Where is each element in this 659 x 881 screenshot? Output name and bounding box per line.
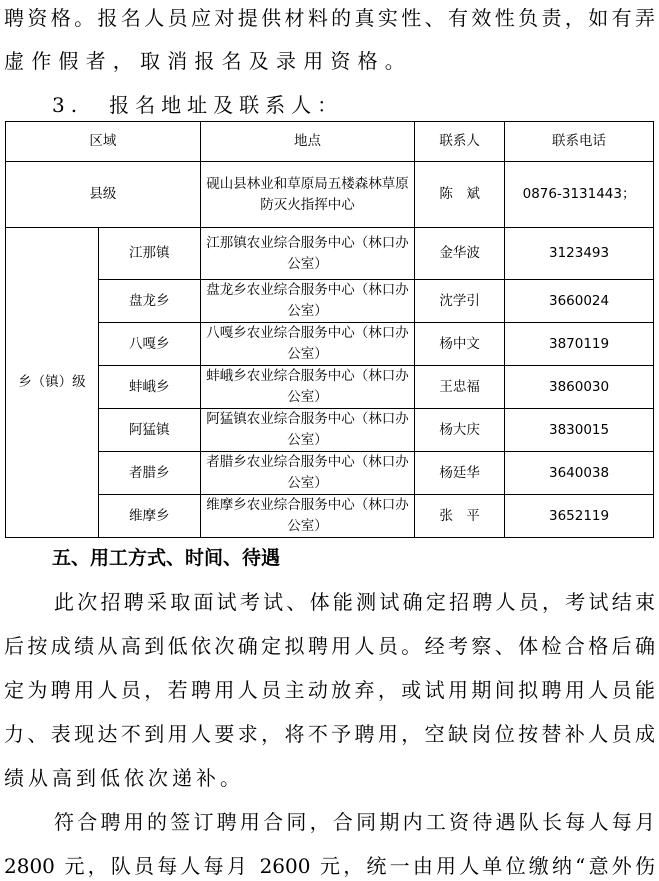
contact-cell: 王忠福	[415, 366, 505, 409]
para1-line-3: 定为聘用人员，若聘用人员主动放弃，或试用期间拟聘用人员能	[4, 678, 655, 702]
subheading-contacts: 3. 报名地址及联系人：	[52, 93, 344, 117]
phone-cell: 3860030	[505, 366, 654, 409]
town-region-cell: 乡（镇）级	[6, 228, 99, 538]
table-row	[6, 409, 654, 452]
contact-cell: 杨大庆	[415, 409, 505, 452]
intro-line-2: 虚作假者，取消报名及录用资格。	[4, 49, 412, 73]
para2-line-1: 符合聘用的签订聘用合同，合同期内工资待遇队长每人每月	[54, 810, 655, 834]
address-cell: 八嘎乡农业综合服务中心（林口办公室）	[200, 323, 415, 366]
town-cell: 者腊乡	[98, 452, 200, 495]
table-header-row	[6, 122, 654, 162]
table-row	[6, 228, 654, 280]
address-cell: 江那镇农业综合服务中心（林口办公室）	[200, 228, 415, 280]
para1-line-1: 此次招聘采取面试考试、体能测试确定招聘人员，考试结束	[54, 590, 655, 614]
header-contact: 联系人	[415, 122, 505, 162]
header-phone: 联系电话	[505, 122, 654, 162]
table-row	[6, 452, 654, 495]
town-cell: 盘龙乡	[98, 280, 200, 323]
address-cell: 维摩乡农业综合服务中心（林口办公室）	[200, 495, 415, 538]
table-row	[6, 495, 654, 538]
phone-cell: 3123493	[505, 228, 654, 280]
table-row	[6, 366, 654, 409]
header-region: 区域	[6, 122, 201, 162]
phone-cell: 3652119	[505, 495, 654, 538]
contact-cell: 陈 斌	[415, 162, 505, 228]
para2-line-2: 2800 元，队员每人每月 2600 元，统一由用人单位缴纳“意外伤	[4, 854, 655, 878]
phone-cell: 3660024	[505, 280, 654, 323]
para1-line-4: 力、表现达不到用人要求，将不予聘用，空缺岗位按替补人员成	[4, 722, 655, 746]
address-cell: 者腊乡农业综合服务中心（林口办公室）	[200, 452, 415, 495]
table-row	[6, 162, 654, 228]
header-address: 地点	[200, 122, 415, 162]
section-5-heading: 五、用工方式、时间、待遇	[52, 547, 281, 569]
address-cell: 蚌峨乡农业综合服务中心（林口办公室）	[200, 366, 415, 409]
contact-cell: 沈学引	[415, 280, 505, 323]
para1-line-2: 后按成绩从高到低依次确定拟聘用人员。经考察、体检合格后确	[4, 634, 655, 658]
address-cell: 阿猛镇农业综合服务中心（林口办公室）	[200, 409, 415, 452]
phone-cell: 3640038	[505, 452, 654, 495]
contact-cell: 杨廷华	[415, 452, 505, 495]
town-cell: 阿猛镇	[98, 409, 200, 452]
phone-cell: 3830015	[505, 409, 654, 452]
address-cell: 盘龙乡农业综合服务中心（林口办公室）	[200, 280, 415, 323]
region-cell: 县级	[6, 162, 201, 228]
contact-cell: 杨中文	[415, 323, 505, 366]
town-cell: 江那镇	[98, 228, 200, 280]
contact-cell: 金华波	[415, 228, 505, 280]
table-row	[6, 280, 654, 323]
town-cell: 蚌峨乡	[98, 366, 200, 409]
phone-cell: 0876-3131443；	[505, 162, 654, 228]
contact-table	[5, 121, 654, 538]
intro-line-1: 聘资格。报名人员应对提供材料的真实性、有效性负责，如有弄	[4, 6, 655, 30]
town-cell: 维摩乡	[98, 495, 200, 538]
address-cell: 砚山县林业和草原局五楼森林草原防灭火指挥中心	[200, 162, 415, 228]
table-row	[6, 323, 654, 366]
para1-line-5: 绩从高到低依次递补。	[4, 766, 244, 790]
town-cell: 八嘎乡	[98, 323, 200, 366]
phone-cell: 3870119	[505, 323, 654, 366]
contact-cell: 张 平	[415, 495, 505, 538]
